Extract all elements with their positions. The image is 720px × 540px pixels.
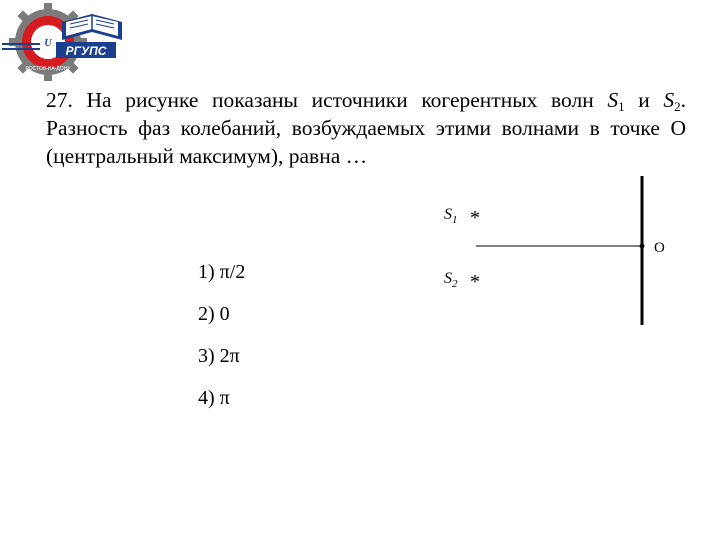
- logo-ring-text: РОСТОВ-НА-ДОНУ: [25, 66, 71, 72]
- source-s2: S: [663, 88, 675, 112]
- point-o: [640, 244, 645, 249]
- answer-option-4[interactable]: 4) π: [198, 387, 230, 409]
- rgups-logo: [0, 0, 140, 82]
- answer-options: [198, 258, 245, 426]
- svg-text:U: U: [44, 38, 52, 49]
- source-s2-star: *: [470, 271, 480, 293]
- point-o-label: O: [654, 240, 665, 256]
- logo-name: РГУПС: [65, 44, 107, 58]
- source-s1-label: $S_1$: [444, 206, 458, 226]
- source-s1-star: *: [470, 207, 480, 229]
- source-s2-label: $S_2$: [444, 270, 458, 290]
- answer-option-2[interactable]: 2) 0: [198, 303, 230, 325]
- source-s1: S: [607, 88, 619, 112]
- coherent-sources-diagram: [400, 170, 720, 340]
- question-text: 27. На рисунке показаны источники когерентных волн $S_1$ и $S_2$. Разность фаз колебаний, возбуждаемых этими волнами в точке О (центральный максимум), равна …: [46, 88, 686, 168]
- answer-option-1[interactable]: 1) π/2: [198, 261, 246, 283]
- answer-option-3[interactable]: 3) 2π: [198, 345, 240, 367]
- question-number: 27.: [46, 88, 73, 112]
